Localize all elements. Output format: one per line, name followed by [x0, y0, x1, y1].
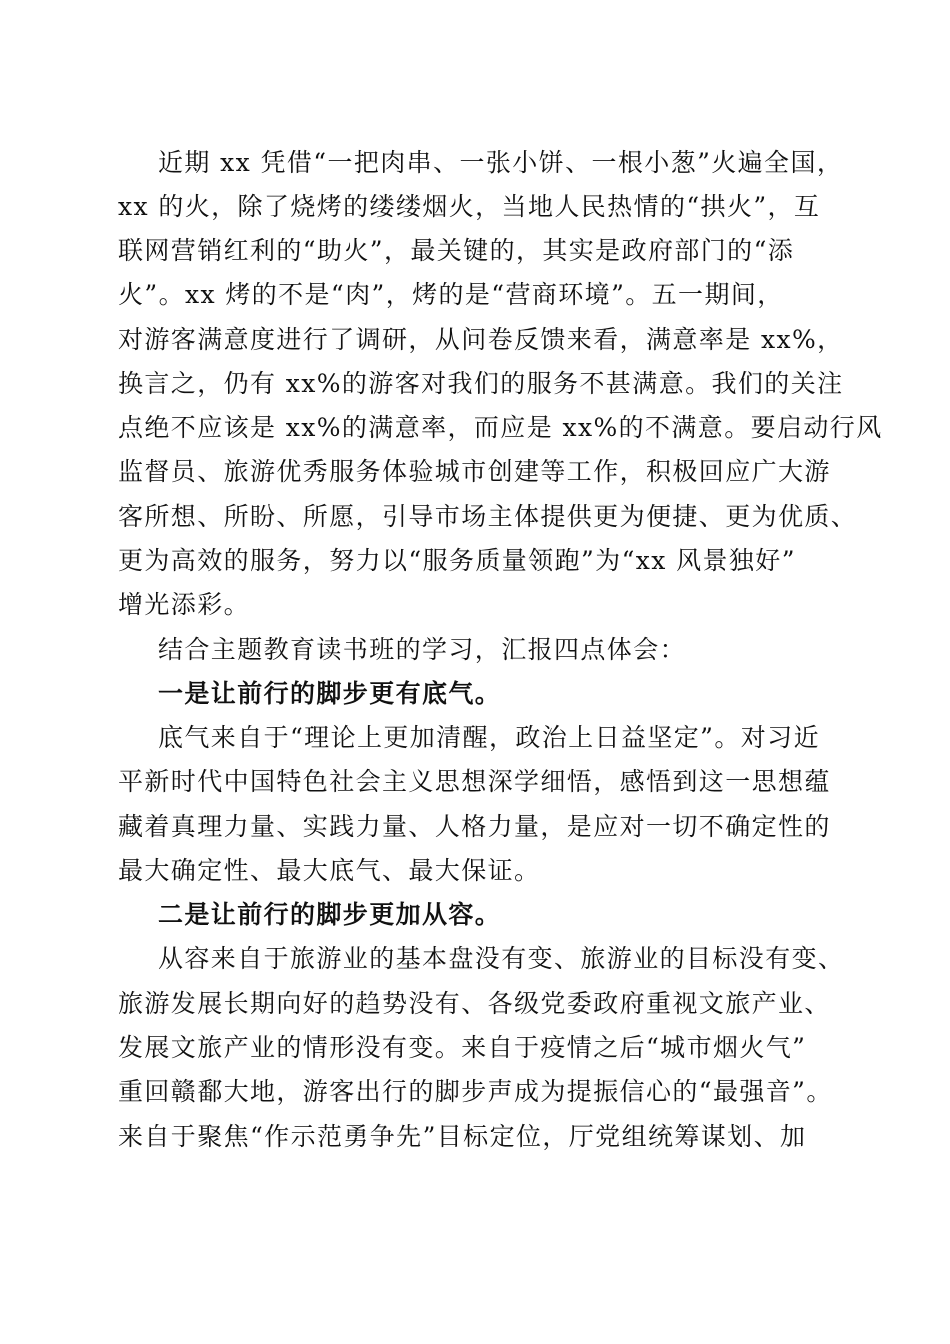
paragraph-line: 藏着真理力量、实践力量、人格力量，是应对一切不确定性的: [118, 812, 831, 841]
paragraph-line: 更为高效的服务，努力以“服务质量领跑”为“xx 风景独好”: [118, 546, 796, 575]
section-heading-2: 二是让前行的脚步更加从容。: [158, 900, 502, 929]
intro-line: 结合主题教育读书班的学习，汇报四点体会：: [158, 635, 687, 664]
paragraph-line: xx 的火，除了烧烤的缕缕烟火，当地人民热情的“拱火”，互: [118, 192, 821, 221]
paragraph-line: 对游客满意度进行了调研，从问卷反馈来看，满意率是 xx%，: [118, 325, 844, 354]
paragraph-line: 客所想、所盼、所愿，引导市场主体提供更为便捷、更为优质、: [118, 502, 858, 531]
paragraph-line: 增光添彩。: [118, 590, 251, 619]
paragraph-line: 重回赣鄱大地，游客出行的脚步声成为提振信心的“最强音”。: [118, 1077, 833, 1106]
paragraph-line: 点绝不应该是 xx%的满意率，而应是 xx%的不满意。要启动行风: [118, 413, 883, 442]
paragraph-line: 火”。xx 烤的不是“肉”，烤的是“营商环境”。五一期间，: [118, 280, 784, 309]
paragraph-line: 旅游发展长期向好的趋势没有、各级党委政府重视文旅产业、: [118, 989, 831, 1018]
paragraph-line: 近期 xx 凭借“一把肉串、一张小饼、一根小葱”火遍全国，: [158, 148, 844, 177]
paragraph-line: 来自于聚焦“作示范勇争先”目标定位，厅党组统筹谋划、加: [118, 1122, 807, 1151]
paragraph-line: 发展文旅产业的情形没有变。来自于疫情之后“城市烟火气”: [118, 1033, 807, 1062]
section-heading-1: 一是让前行的脚步更有底气。: [158, 679, 502, 708]
paragraph-line: 换言之，仍有 xx%的游客对我们的服务不甚满意。我们的关注: [118, 369, 844, 398]
paragraph-line: 最大确定性、最大底气、最大保证。: [118, 856, 541, 885]
paragraph-line: 平新时代中国特色社会主义思想深学细悟，感悟到这一思想蕴: [118, 767, 831, 796]
paragraph-line: 联网营销红利的“助火”，最关键的，其实是政府部门的“添: [118, 236, 795, 265]
paragraph-line: 底气来自于“理论上更加清醒，政治上日益坚定”。对习近: [158, 723, 820, 752]
paragraph-line: 从容来自于旅游业的基本盘没有变、旅游业的目标没有变、: [158, 944, 845, 973]
paragraph-line: 监督员、旅游优秀服务体验城市创建等工作，积极回应广大游: [118, 457, 831, 486]
